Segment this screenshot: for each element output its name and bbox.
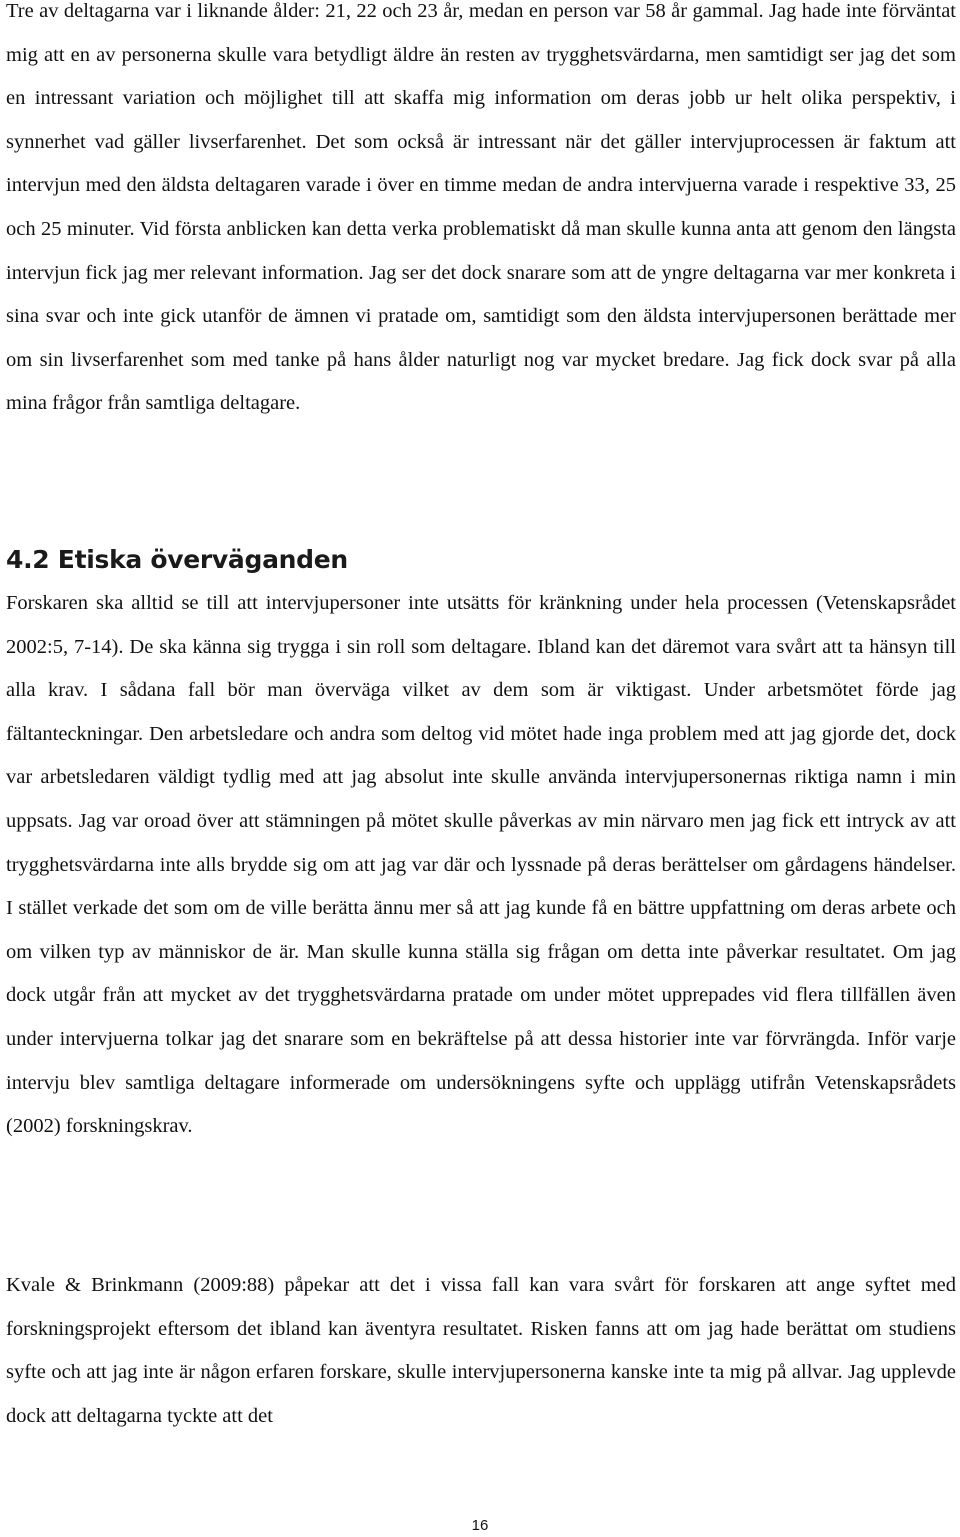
paragraph-participants: Tre av deltagarna var i liknande ålder: 21, 22 och 23 år, medan en person var 58 år gammal. Jag hade inte förväntat mig att en av personerna skulle vara betydligt äldre än resten av trygghetsvärdarna, men samtidigt ser jag det som en intressant variation och möjlighet till att skaffa mig information om deras jobb ur helt olika perspektiv, i synnerhet vad gäller livserfarenhet. Det som också är intressant när det gäller intervjuprocessen är faktum att intervjun med den äldsta deltagaren varade i över en timme medan de andra intervjuerna varade i respektive 33, 25 och 25 minuter. Vid första anblicken kan detta verka problematiskt då man skulle kunna anta att genom den längsta intervjun fick jag mer relevant information. Jag ser det dock snarare som att de yngre deltagarna var mer konkreta i sina svar och inte gick utanför de ämnen vi pratade om, samtidigt som den äldsta intervjupersonen berättade mer om sin livserfarenhet som med tanke på hans ålder naturligt nog var mycket bredare. Jag fick dock svar på alla mina frågor från samtliga deltagare. bbox=[6, 0, 956, 415]
section-heading-ethics: 4.2 Etiska överväganden bbox=[6, 545, 348, 574]
paragraph-kvale-brinkmann: Kvale & Brinkmann (2009:88) påpekar att det i vissa fall kan vara svårt för forskaren att ange syftet med forskningsprojekt eftersom det ibland kan äventyra resultatet. Risken fanns att om jag hade berättat om studiens syfte och att jag inte är någon erfaren forskare, skulle intervjupersonerna kanske inte ta mig på allvar. Jag upplevde dock att deltagarna tyckte att det bbox=[6, 1274, 956, 1427]
page-number: 16 bbox=[471, 1517, 489, 1534]
paragraph-ethics: Forskaren ska alltid se till att intervjupersoner inte utsätts för kränkning under hela processen (Vetenskapsrådet 2002:5, 7-14). De ska känna sig trygga i sin roll som deltagare. Ibland kan det däremot vara svårt att ta hänsyn till alla krav. I sådana fall bör man överväga vilket av dem som är viktigast. Under arbetsmötet förde jag fältanteckningar. Den arbetsledare och andra som deltog vid mötet hade inga problem med att jag gjorde det, dock var arbetsledaren väldigt tydlig med att jag absolut inte skulle använda intervjupersonernas riktiga namn i min uppsats. Jag var oroad över att stämningen på mötet skulle påverkas av min närvaro men jag fick ett intryck av att trygghetsvärdarna inte alls brydde sig om att jag var där och lyssnade på deras berättelser om gårdagens händelser. I stället verkade det som om de ville berätta ännu mer så att jag kunde få en bättre uppfattning om deras arbete och om vilken typ av människor de är. Man skulle kunna ställa sig frågan om detta inte påverkar resultatet. Om jag dock utgår från att mycket av det trygghetsvärdarna pratade om under mötet upprepades vid flera tillfällen även under intervjuerna tolkar jag det snarare som en bekräftelse på att dessa historier inte var förvrängda. Inför varje intervju blev samtliga deltagare informerade om undersökningens syfte och upplägg utifrån Vetenskapsrådets (2002) forskningskrav. bbox=[6, 592, 956, 1138]
